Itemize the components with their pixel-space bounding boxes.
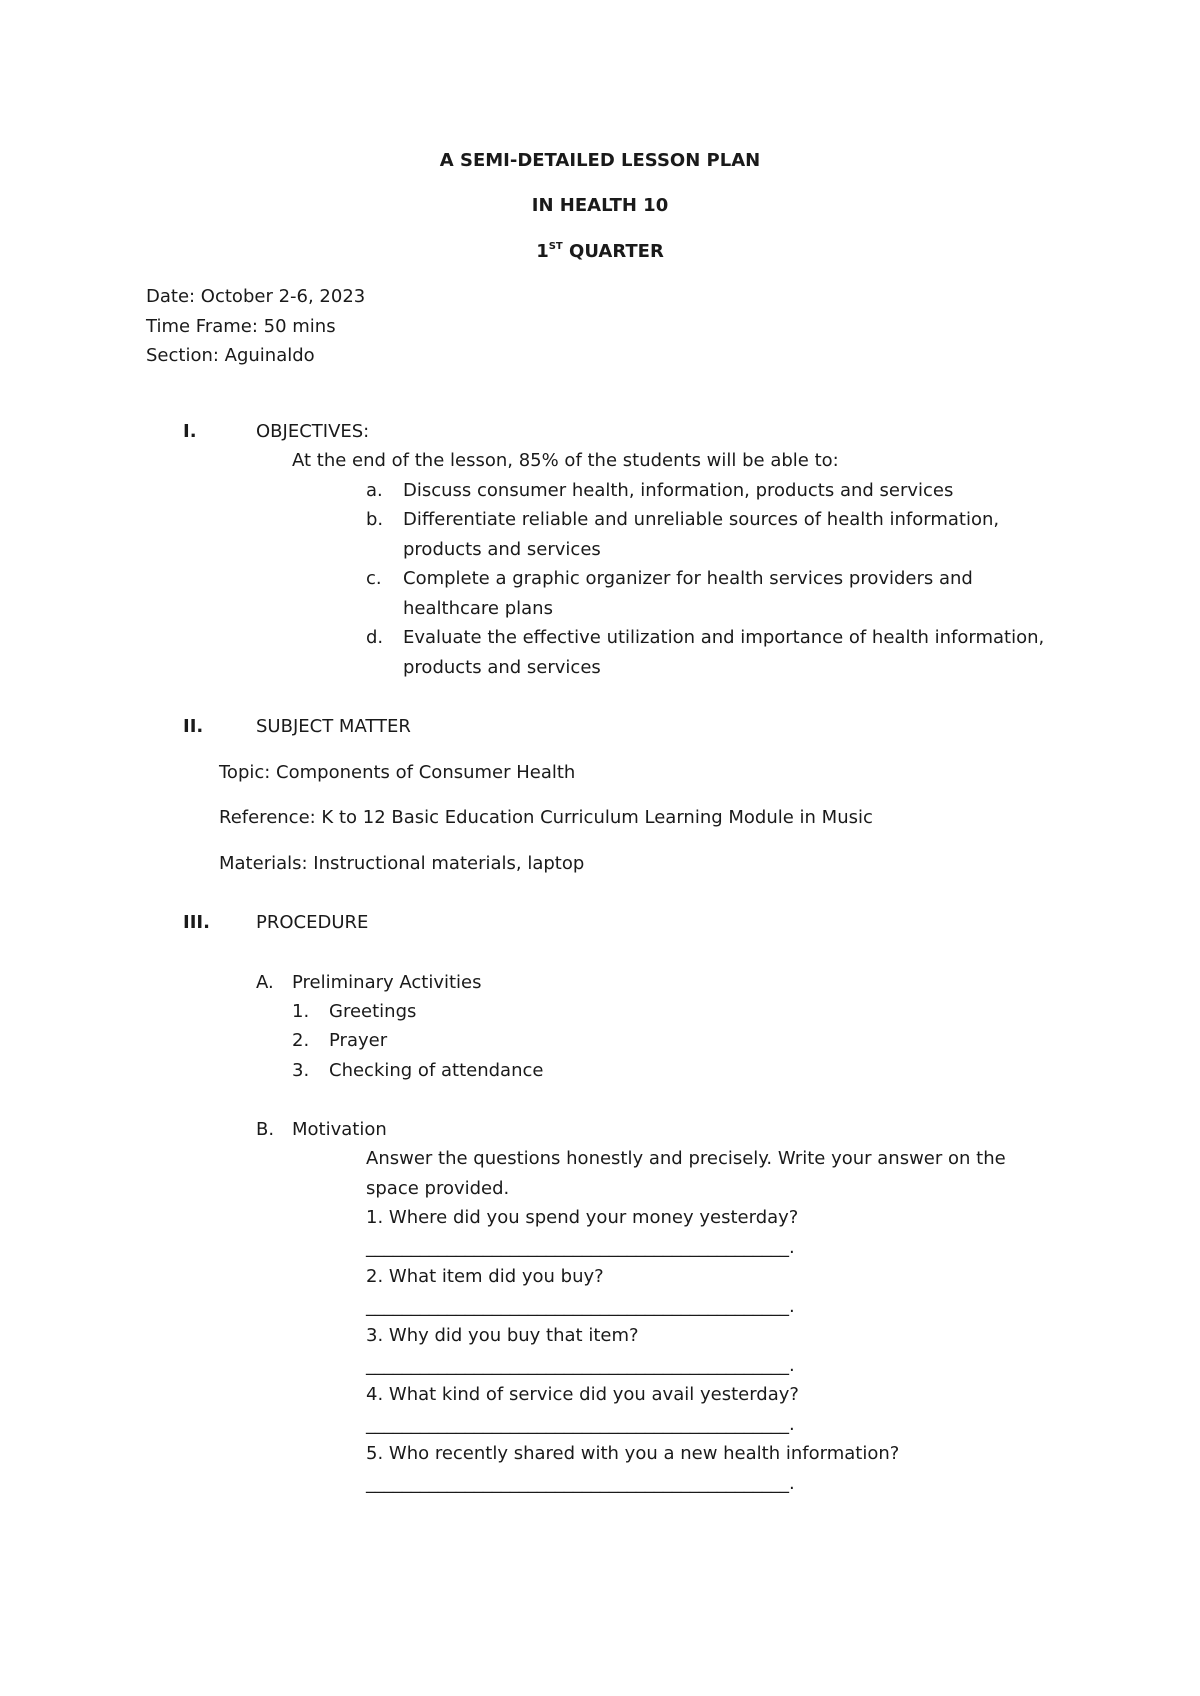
objective-item-text: healthcare plans bbox=[403, 598, 553, 619]
preliminary-item-number: 3. bbox=[292, 1060, 310, 1081]
objectives-numeral: I. bbox=[183, 421, 197, 442]
motivation-question: 3. Why did you buy that item? bbox=[366, 1325, 639, 1346]
motivation-question: 4. What kind of service did you avail yesterday? bbox=[366, 1384, 799, 1405]
quarter-heading bbox=[0, 242, 1200, 261]
answer-blank: _______________________________________________. bbox=[366, 1473, 795, 1494]
preliminary-item-text: Greetings bbox=[329, 1001, 417, 1022]
date-line: Date: October 2-6, 2023 bbox=[146, 286, 366, 307]
preliminary-item-number: 1. bbox=[292, 1001, 310, 1022]
motivation-question: 5. Who recently shared with you a new health information? bbox=[366, 1443, 900, 1464]
quarter-label: QUARTER bbox=[569, 241, 664, 262]
subject-matter-numeral: II. bbox=[183, 716, 204, 737]
section-line: Section: Aguinaldo bbox=[146, 345, 315, 366]
subject-matter-heading: SUBJECT MATTER bbox=[256, 716, 411, 737]
procedure-numeral: III. bbox=[183, 912, 210, 933]
answer-blank: _______________________________________________. bbox=[366, 1237, 795, 1258]
motivation-letter: B. bbox=[256, 1119, 275, 1140]
topic-line: Topic: Components of Consumer Health bbox=[219, 762, 576, 783]
objective-item-text: products and services bbox=[403, 539, 601, 560]
objective-item-text: Differentiate reliable and unreliable sources of health information, bbox=[403, 509, 1000, 530]
document-title: A SEMI-DETAILED LESSON PLAN bbox=[439, 150, 761, 171]
preliminary-item-number: 2. bbox=[292, 1030, 310, 1051]
motivation-label: Motivation bbox=[292, 1119, 387, 1140]
objective-item-text: Evaluate the effective utilization and importance of health information, bbox=[403, 627, 1045, 648]
answer-blank: _______________________________________________. bbox=[366, 1355, 795, 1376]
objectives-heading: OBJECTIVES: bbox=[256, 421, 370, 442]
document-subtitle: IN HEALTH 10 bbox=[531, 195, 669, 216]
quarter-number: 1 bbox=[536, 241, 549, 262]
objective-letter: b. bbox=[366, 509, 384, 530]
objective-item-text: Discuss consumer health, information, products and services bbox=[403, 480, 954, 501]
procedure-heading: PROCEDURE bbox=[256, 912, 369, 933]
motivation-instructions: Answer the questions honestly and precisely. Write your answer on the bbox=[366, 1148, 1006, 1169]
reference-line: Reference: K to 12 Basic Education Curriculum Learning Module in Music bbox=[219, 807, 873, 828]
quarter-superscript: ST bbox=[548, 241, 563, 252]
materials-line: Materials: Instructional materials, laptop bbox=[219, 853, 585, 874]
time-frame-line: Time Frame: 50 mins bbox=[146, 316, 336, 337]
objectives-intro: At the end of the lesson, 85% of the students will be able to: bbox=[292, 450, 839, 471]
motivation-question: 2. What item did you buy? bbox=[366, 1266, 604, 1287]
preliminary-item-text: Checking of attendance bbox=[329, 1060, 544, 1081]
preliminary-letter: A. bbox=[256, 972, 274, 993]
preliminary-item-text: Prayer bbox=[329, 1030, 388, 1051]
objective-letter: c. bbox=[366, 568, 382, 589]
motivation-instructions: space provided. bbox=[366, 1178, 510, 1199]
objective-item-text: Complete a graphic organizer for health services providers and bbox=[403, 568, 973, 589]
preliminary-label: Preliminary Activities bbox=[292, 972, 482, 993]
objective-letter: a. bbox=[366, 480, 383, 501]
motivation-question: 1. Where did you spend your money yesterday? bbox=[366, 1207, 799, 1228]
answer-blank: _______________________________________________. bbox=[366, 1296, 795, 1317]
objective-item-text: products and services bbox=[403, 657, 601, 678]
answer-blank: _______________________________________________. bbox=[366, 1414, 795, 1435]
objective-letter: d. bbox=[366, 627, 384, 648]
